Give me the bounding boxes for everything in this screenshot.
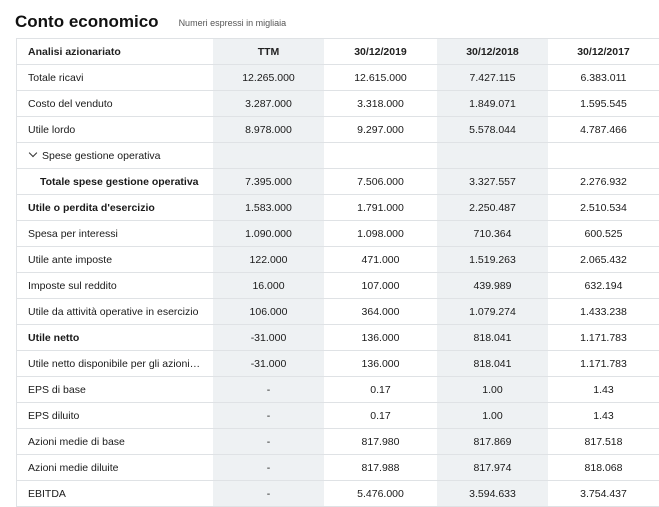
cell-value: 107.000 [324, 273, 437, 299]
column-header: TTM [213, 39, 324, 65]
cell-value: 3.327.557 [437, 169, 548, 195]
table-row[interactable] [16, 143, 659, 169]
cell-value: - [213, 455, 324, 481]
row-label: EBITDA [16, 481, 213, 507]
cell-value: -31.000 [213, 351, 324, 377]
table-row [16, 169, 659, 195]
cell-value: 817.988 [324, 455, 437, 481]
table-row [16, 117, 659, 143]
cell-value: 439.989 [437, 273, 548, 299]
cell-value: 1.00 [437, 403, 548, 429]
cell-value: 1.171.783 [548, 325, 659, 351]
column-header: 30/12/2017 [548, 39, 659, 65]
row-label: Spesa per interessi [16, 221, 213, 247]
row-label: Totale ricavi [16, 65, 213, 91]
cell-value: 2.250.487 [437, 195, 548, 221]
cell-value: 1.595.545 [548, 91, 659, 117]
cell-value: 122.000 [213, 247, 324, 273]
cell-value: 5.476.000 [324, 481, 437, 507]
table-row [16, 195, 659, 221]
header [15, 10, 286, 32]
cell-value: 9.297.000 [324, 117, 437, 143]
cell-value: 1.519.263 [437, 247, 548, 273]
cell-value: 1.171.783 [548, 351, 659, 377]
cell-value: 1.43 [548, 377, 659, 403]
table-row [16, 247, 659, 273]
cell-value: 4.787.466 [548, 117, 659, 143]
cell-value: 3.594.633 [437, 481, 548, 507]
cell-value: 1.098.000 [324, 221, 437, 247]
chevron-down-icon [29, 148, 37, 156]
cell-value: 8.978.000 [213, 117, 324, 143]
table-row [16, 481, 659, 507]
cell-value: - [213, 481, 324, 507]
cell-value: 817.869 [437, 429, 548, 455]
cell-value: 632.194 [548, 273, 659, 299]
row-label: Azioni medie diluite [16, 455, 213, 481]
cell-value: 2.510.534 [548, 195, 659, 221]
expand-toggle[interactable] [16, 143, 213, 169]
cell-value: 12.615.000 [324, 65, 437, 91]
cell-value: 7.427.115 [437, 65, 548, 91]
table-row [16, 299, 659, 325]
column-header: 30/12/2018 [437, 39, 548, 65]
cell-value: 136.000 [324, 351, 437, 377]
cell-value: 364.000 [324, 299, 437, 325]
cell-value: 1.791.000 [324, 195, 437, 221]
cell-value: 817.974 [437, 455, 548, 481]
cell-value: 710.364 [437, 221, 548, 247]
row-label: Utile da attività operative in esercizio [16, 299, 213, 325]
cell-value: -31.000 [213, 325, 324, 351]
table-row [16, 455, 659, 481]
cell-value: 1.43 [548, 403, 659, 429]
row-label: Utile ante imposte [16, 247, 213, 273]
cell-value: 7.395.000 [213, 169, 324, 195]
cell-value: 6.383.011 [548, 65, 659, 91]
table-row [16, 65, 659, 91]
table-row [16, 325, 659, 351]
cell-value: 2.065.432 [548, 247, 659, 273]
row-label: Spese gestione operativa [42, 149, 161, 162]
cell-value: - [213, 377, 324, 403]
cell-value: 7.506.000 [324, 169, 437, 195]
cell-value: 0.17 [324, 403, 437, 429]
cell-value: 12.265.000 [213, 65, 324, 91]
units-note: Numeri espressi in migliaia [178, 18, 287, 28]
cell-value: 3.754.437 [548, 481, 659, 507]
cell-value: 818.041 [437, 351, 548, 377]
cell-value [437, 143, 548, 169]
row-label: Utile netto [16, 325, 213, 351]
row-label: Azioni medie di base [16, 429, 213, 455]
cell-value [213, 143, 324, 169]
table-header-row [16, 39, 659, 65]
cell-value: 817.518 [548, 429, 659, 455]
cell-value: 817.980 [324, 429, 437, 455]
cell-value: 1.433.238 [548, 299, 659, 325]
table-row [16, 273, 659, 299]
table-row [16, 91, 659, 117]
income-statement-table-wrap [16, 38, 659, 507]
cell-value: 1.079.274 [437, 299, 548, 325]
row-label: EPS diluito [16, 403, 213, 429]
cell-value: 0.17 [324, 377, 437, 403]
row-label: Costo del venduto [16, 91, 213, 117]
table-row [16, 429, 659, 455]
cell-value: 2.276.932 [548, 169, 659, 195]
cell-value: - [213, 403, 324, 429]
table-row [16, 221, 659, 247]
column-header: 30/12/2019 [324, 39, 437, 65]
cell-value: 600.525 [548, 221, 659, 247]
cell-value: 106.000 [213, 299, 324, 325]
row-label: Utile o perdita d'esercizio [16, 195, 213, 221]
income-statement-table [16, 38, 659, 507]
cell-value [324, 143, 437, 169]
cell-value: 1.090.000 [213, 221, 324, 247]
cell-value: 136.000 [324, 325, 437, 351]
cell-value: 16.000 [213, 273, 324, 299]
table-row [16, 351, 659, 377]
cell-value: 1.00 [437, 377, 548, 403]
row-label: Utile netto disponibile per gli azioni… [16, 351, 213, 377]
cell-value: 3.287.000 [213, 91, 324, 117]
table-row [16, 403, 659, 429]
cell-value: 471.000 [324, 247, 437, 273]
cell-value: 818.041 [437, 325, 548, 351]
cell-value: 5.578.044 [437, 117, 548, 143]
cell-value: 1.583.000 [213, 195, 324, 221]
cell-value [548, 143, 659, 169]
cell-value: 1.849.071 [437, 91, 548, 117]
row-label: Totale spese gestione operativa [16, 169, 213, 195]
row-label: EPS di base [16, 377, 213, 403]
row-label: Imposte sul reddito [16, 273, 213, 299]
table-row [16, 377, 659, 403]
page-title: Conto economico [15, 12, 159, 31]
column-header: Analisi azionariato [16, 39, 213, 65]
row-label: Utile lordo [16, 117, 213, 143]
cell-value: 818.068 [548, 455, 659, 481]
cell-value: - [213, 429, 324, 455]
cell-value: 3.318.000 [324, 91, 437, 117]
